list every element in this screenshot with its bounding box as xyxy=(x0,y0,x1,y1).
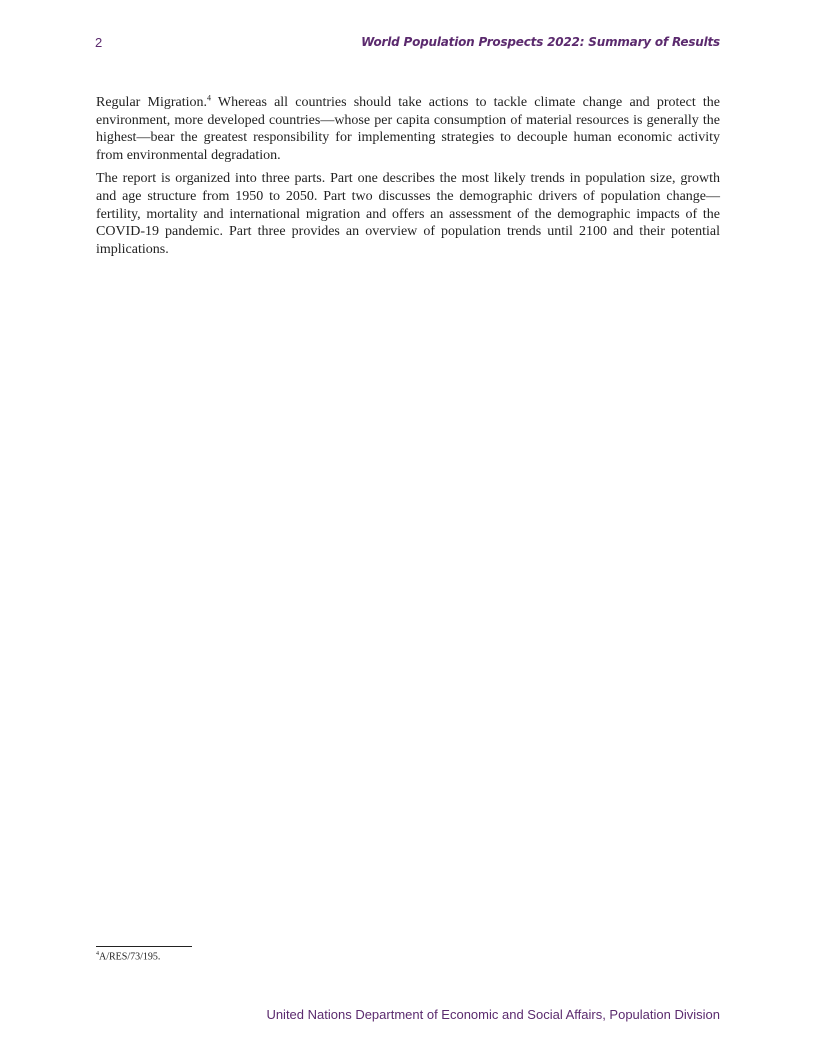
paragraph-1 xyxy=(96,94,720,164)
running-header-title: World Population Prospects 2022: Summary of Results xyxy=(361,35,720,49)
body-text xyxy=(96,94,720,264)
footnote xyxy=(96,951,160,962)
footnote-marker: 4 xyxy=(96,951,99,957)
footnote-rule xyxy=(96,946,192,947)
paragraph-1-lead: Regular Migration. xyxy=(96,95,207,110)
footnote-reference[interactable]: 4 xyxy=(207,93,211,103)
page-number: 2 xyxy=(95,35,103,50)
paragraph-1-rest: Whereas all countries should take actions to tackle climate change and protect the environment, more developed countries—whose per capita consumption of material resources is generally the highest—bear the greatest responsibility for implementing strategies to decouple human economic activity from environmental degradation. xyxy=(96,95,720,163)
running-footer: United Nations Department of Economic and Social Affairs, Population Division xyxy=(266,1007,720,1022)
footnote-text: A/RES/73/195. xyxy=(99,951,161,963)
paragraph-2: The report is organized into three parts. Part one describes the most likely trends in population size, growth and age structure from 1950 to 2050. Part two discusses the demographic drivers of population change—fertility, mortality and international migration and offers an assessment of the demographic impacts of the COVID-19 pandemic. Part three provides an overview of population trends until 2100 and their potential implications. xyxy=(96,171,720,257)
